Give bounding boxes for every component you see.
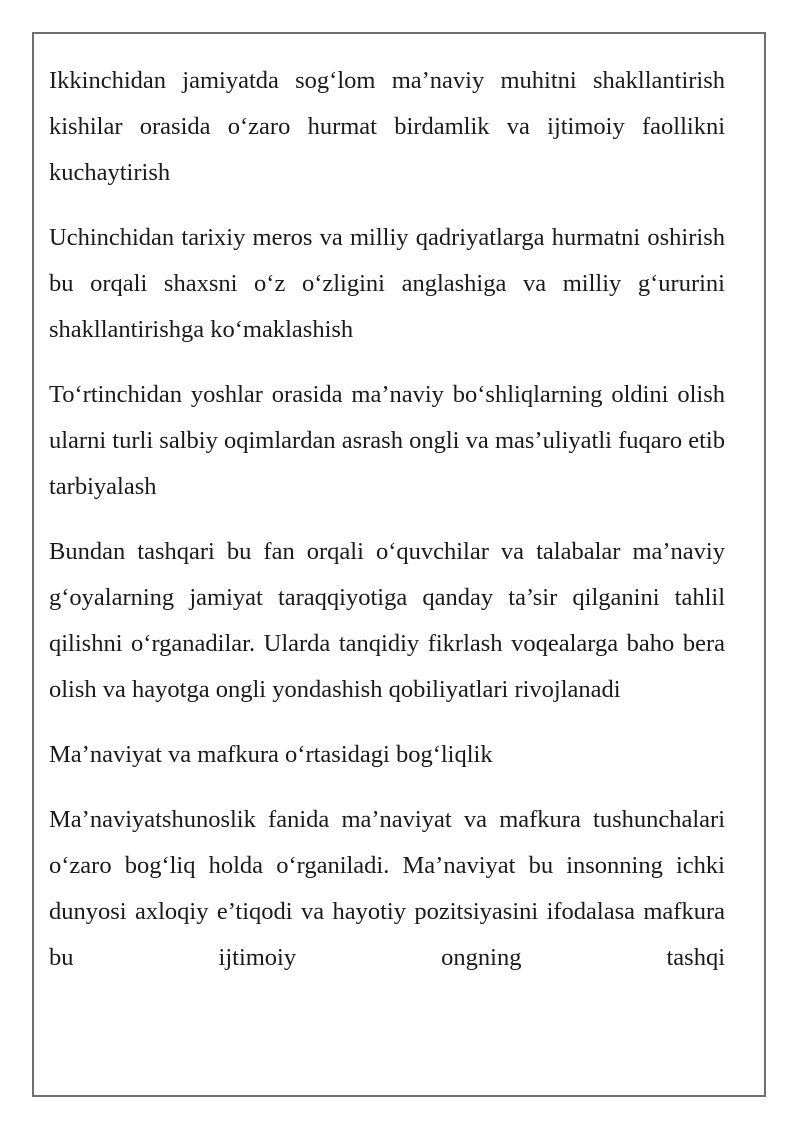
paragraph-bundan-tashqari: Bundan tashqari bu fan orqali o‘quvchilar va talabalar ma’naviy g‘oyalarning jamiyat taraqqiyotiga qanday ta’sir qilganini tahlil qilishni o‘rganadilar. Ularda tanqidiy fikrlash voqealarga baho bera olish va hayotga ongli yondashish qobiliyatlari rivojlanadi bbox=[49, 538, 725, 703]
section-heading: Ma’naviyat va mafkura o‘rtasidagi bog‘liqlik bbox=[49, 741, 493, 768]
paragraph-ikkinchidan: Ikkinchidan jamiyatda sog‘lom ma’naviy muhitni shakllantirish kishilar orasida o‘zaro hurmat birdamlik va ijtimoiy faollikni kuchaytirish bbox=[49, 67, 725, 186]
paragraph-uchinchidan: Uchinchidan tarixiy meros va milliy qadriyatlarga hurmatni oshirish bu orqali shaxsni o‘z o‘zligini anglashiga va milliy g‘ururini shakllantirishga ko‘maklashish bbox=[49, 224, 725, 343]
document-body bbox=[49, 58, 725, 1000]
paragraph-tortinchidan: To‘rtinchidan yoshlar orasida ma’naviy bo‘shliqlarning oldini olish ularni turli salbiy oqimlardan asrash ongli va mas’uliyatli fuqaro etib tarbiyalash bbox=[49, 381, 725, 500]
paragraph-manaviyatshunoslik: Ma’naviyatshunoslik fanida ma’naviyat va mafkura tushunchalari o‘zaro bog‘liq holda o‘rganiladi. Ma’naviyat bu insonning ichki dunyosi axloqiy e’tiqodi va hayotiy pozitsiyasini ifodalasa mafkura bu ijtimoiy ongning tashqi bbox=[49, 806, 725, 971]
page-frame bbox=[32, 32, 766, 1097]
